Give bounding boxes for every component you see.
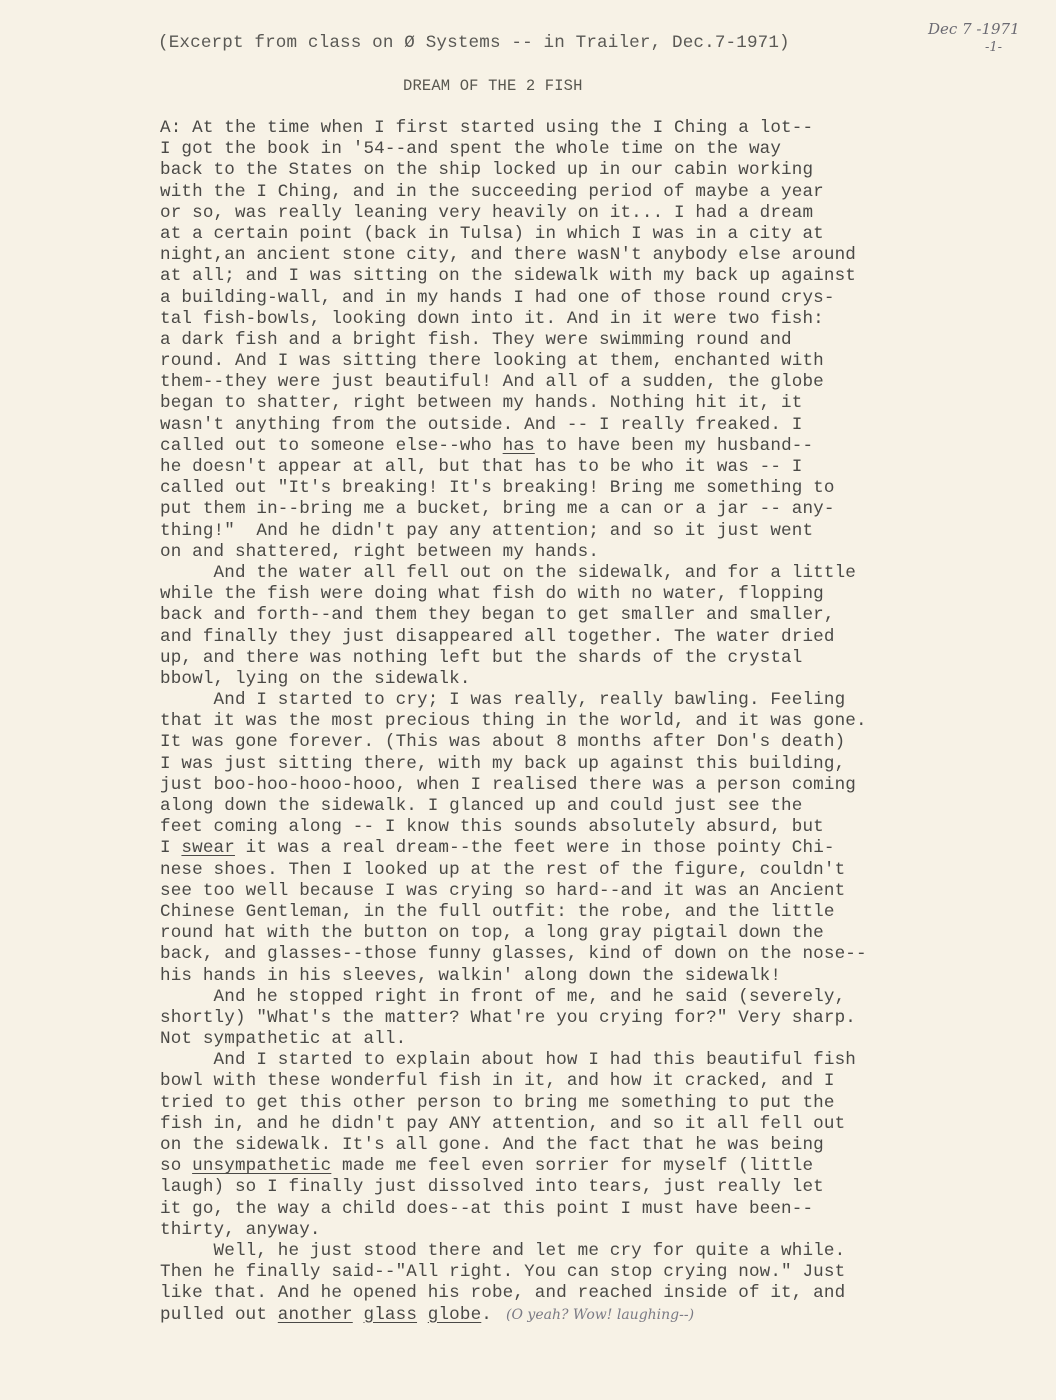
text-line: at a certain point (back in Tulsa) in which I was in a city at — [160, 223, 824, 244]
text-line: pulled out another glass globe. (O yeah? Wow! laughing--) — [160, 1304, 695, 1325]
text-line: And he stopped right in front of me, and he said (severely, — [160, 986, 846, 1007]
text-line: I was just sitting there, with my back up against this building, — [160, 753, 846, 774]
text-line: I got the book in '54--and spent the whole time on the way — [160, 139, 782, 160]
text-line: he doesn't appear at all, but that has to be who it was -- I — [160, 457, 803, 477]
text-line: put them in--bring me a bucket, bring me a can or a jar -- any- — [160, 499, 835, 520]
text-line: while the fish were doing what fish do with no water, flopping — [160, 584, 824, 605]
text-line: and finally they just disappeared all together. The water dried — [160, 626, 835, 647]
excerpt-header: (Excerpt from class on Ø Systems -- in Trailer, Dec.7-1971) — [158, 33, 790, 53]
text-line: back and forth--and them they began to get smaller and smaller, — [160, 605, 835, 626]
text-line: that it was the most precious thing in the world, and it was gone. — [160, 711, 867, 732]
text-line: feet coming along -- I know this sounds absolutely absurd, but — [160, 817, 824, 838]
text-line: or so, was really leaning very heavily on it... I had a dream — [160, 202, 814, 223]
document-title: DREAM OF THE 2 FISH — [403, 77, 583, 95]
text-line: up, and there was nothing left but the shards of the crystal — [160, 647, 803, 668]
text-line: at all; and I was sitting on the sidewalk with my back up against — [160, 266, 857, 287]
text-line: along down the sidewalk. I glanced up and could just see the — [160, 796, 803, 816]
transcript-body — [160, 118, 867, 1326]
text-line: thirty, anyway. — [160, 1219, 321, 1240]
handwritten-date: Dec 7 -1971 — [928, 20, 1020, 38]
text-line: a building-wall, and in my hands I had one of those round crys- — [160, 287, 835, 308]
text-line: called out "It's breaking! It's breaking! Bring me something to — [160, 478, 835, 499]
text-line: called out to someone else--who has to have been my husband-- — [160, 435, 814, 456]
text-line: Chinese Gentleman, in the full outfit: the robe, and the little — [160, 901, 835, 922]
text-line: Then he finally said--"All right. You can stop crying now." Just — [160, 1262, 846, 1283]
text-line: see too well because I was crying so hard--and it was an Ancient — [160, 880, 846, 901]
text-line: just boo-hoo-hooo-hooo, when I realised there was a person coming — [160, 774, 857, 795]
text-line: back to the States on the ship locked up in our cabin working — [160, 160, 814, 181]
text-line: on and shattered, right between my hands. — [160, 541, 600, 562]
text-line: round. And I was sitting there looking at them, enchanted with — [160, 351, 824, 372]
text-line: it go, the way a child does--at this point I must have been-- — [160, 1198, 814, 1219]
text-line: wasn't anything from the outside. And -- I really freaked. I — [160, 414, 803, 435]
text-line: And the water all fell out on the sidewalk, and for a little — [160, 562, 857, 583]
text-line: bowl with these wonderful fish in it, and how it cracked, and I — [160, 1071, 835, 1092]
text-line: laugh) so I finally just dissolved into tears, just really let — [160, 1177, 824, 1198]
text-line: like that. And he opened his robe, and reached inside of it, and — [160, 1283, 846, 1304]
text-line: It was gone forever. (This was about 8 months after Don's death) — [160, 732, 846, 753]
text-line: with the I Ching, and in the succeeding period of maybe a year — [160, 181, 824, 202]
text-line: shortly) "What's the matter? What're you crying for?" Very sharp. — [160, 1007, 857, 1028]
text-line: And I started to cry; I was really, really bawling. Feeling — [160, 690, 846, 711]
text-line: bbowl, lying on the sidewalk. — [160, 668, 471, 689]
text-line: round hat with the button on top, a long gray pigtail down the — [160, 923, 824, 944]
text-line: thing!" And he didn't pay any attention; and so it just went — [160, 520, 814, 541]
handwritten-note: (O yeah? Wow! laughing--) — [506, 1306, 695, 1323]
text-line: nese shoes. Then I looked up at the rest of the figure, couldn't — [160, 859, 846, 880]
text-line: his hands in his sleeves, walkin' along down the sidewalk! — [160, 965, 782, 986]
text-line: night,an ancient stone city, and there wasN't anybody else around — [160, 245, 857, 266]
text-line: a dark fish and a bright fish. They were swimming round and — [160, 329, 792, 350]
text-line: And I started to explain about how I had this beautiful fish — [160, 1050, 857, 1071]
text-line: tried to get this other person to bring me something to put the — [160, 1092, 835, 1113]
text-line: Not sympathetic at all. — [160, 1029, 407, 1050]
text-line: began to shatter, right between my hands. Nothing hit it, it — [160, 393, 803, 414]
text-line: back, and glasses--those funny glasses, kind of down on the nose-- — [160, 944, 867, 965]
text-line: fish in, and he didn't pay ANY attention, and so it all fell out — [160, 1113, 846, 1134]
text-line: so unsympathetic made me feel even sorrier for myself (little — [160, 1156, 814, 1177]
handwritten-page-number: -1- — [985, 40, 1003, 55]
text-line: I swear it was a real dream--the feet were in those pointy Chi- — [160, 838, 835, 859]
text-line: Well, he just stood there and let me cry for quite a while. — [160, 1240, 846, 1261]
text-line: them--they were just beautiful! And all of a sudden, the globe — [160, 372, 824, 393]
text-line: tal fish-bowls, looking down into it. And in it were two fish: — [160, 308, 824, 329]
text-line: on the sidewalk. It's all gone. And the fact that he was being — [160, 1135, 824, 1155]
text-line: A: At the time when I first started using the I Ching a lot-- — [160, 118, 814, 138]
